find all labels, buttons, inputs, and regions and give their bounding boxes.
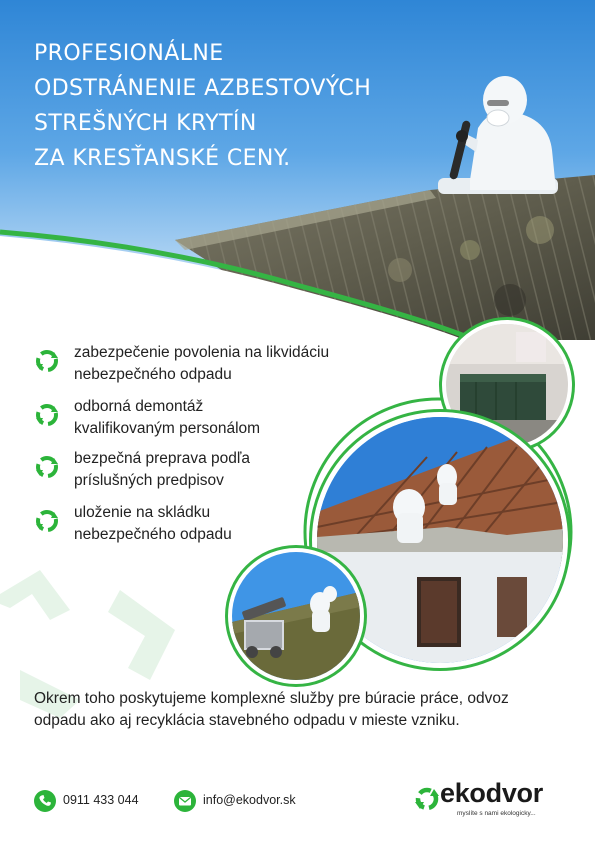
email-address[interactable]: info@ekodvor.sk [203,793,296,807]
recycle-logo-icon [414,786,440,812]
phone-icon [34,790,56,812]
ekodvor-logo [414,778,564,824]
service-text: odborná demontáž kvalifikovaným personálom [74,398,261,437]
envelope-icon [174,790,196,812]
email-contact[interactable] [174,790,334,812]
phone-contact[interactable] [34,790,174,812]
logo-tagline: myslíte s nami ekologicky... [457,810,536,817]
phone-number[interactable]: 0911 433 044 [63,793,139,807]
headline-line-2: ODSTRÁNENIE AZBESTOVÝCH [34,76,372,101]
headline-line-3: STREŠNÝCH KRYTÍN [34,111,257,136]
service-text: uloženie na skládku nebezpečného odpadu [74,504,232,543]
logo-name: ekodvor [440,778,543,808]
headline-line-4: ZA KRESŤANSKÉ CENY. [34,146,291,171]
headline-line-1: PROFESIONÁLNE [34,41,224,66]
service-text: zabezpečenie povolenia na likvidáciu nebezpečného odpadu [74,344,330,383]
service-text: bezpečná preprava podľa príslušných predpisov [74,450,251,489]
closing-paragraph: Okrem toho poskytujeme komplexné služby pre búracie práce, odvoz odpadu ako aj recyklácia stavebného odpadu v mieste vzniku. [34,690,509,729]
excavator-photo [228,548,364,684]
